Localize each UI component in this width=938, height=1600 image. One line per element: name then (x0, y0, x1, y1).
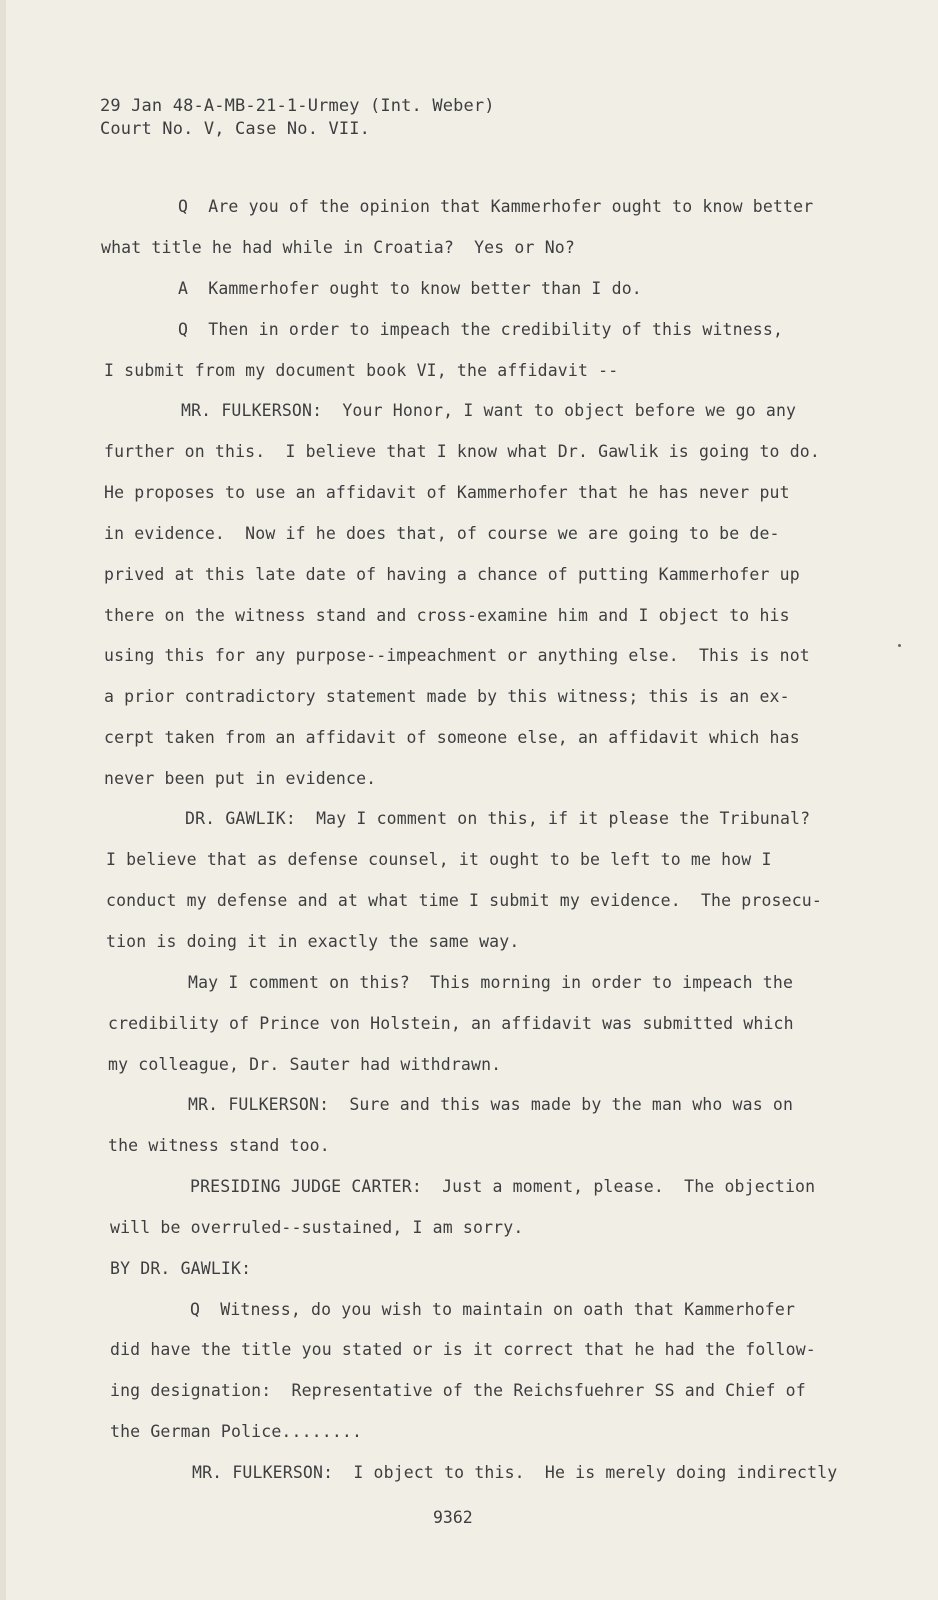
transcript-line: a prior contradictory statement made by this witness; this is an ex- (104, 687, 790, 706)
page-number: 9362 (433, 1508, 473, 1527)
transcript-line: credibility of Prince von Holstein, an affidavit was submitted which (108, 1014, 794, 1033)
transcript-line: DR. GAWLIK: May I comment on this, if it please the Tribunal? (185, 809, 811, 828)
transcript-line: further on this. I believe that I know what Dr. Gawlik is going to do. (104, 442, 820, 461)
transcript-line: ing designation: Representative of the Reichsfuehrer SS and Chief of (110, 1381, 806, 1400)
header-line-2: Court No. V, Case No. VII. (100, 119, 371, 139)
transcript-line: He proposes to use an affidavit of Kammerhofer that he has never put (104, 483, 790, 502)
transcript-line: there on the witness stand and cross-examine him and I object to his (104, 606, 790, 625)
page-edge (0, 0, 6, 1600)
transcript-line: May I comment on this? This morning in order to impeach the (188, 973, 794, 992)
transcript-line: never been put in evidence. (104, 769, 377, 788)
transcript-line: will be overruled--sustained, I am sorry. (110, 1218, 524, 1237)
transcript-line: BY DR. GAWLIK: (110, 1259, 252, 1278)
transcript-line: MR. FULKERSON: Sure and this was made by the man who was on (188, 1095, 794, 1114)
transcript-line: using this for any purpose--impeachment or anything else. This is not (104, 646, 810, 665)
transcript-line: the witness stand too. (108, 1136, 330, 1155)
transcript-line: did have the title you stated or is it correct that he had the follow- (110, 1340, 816, 1359)
transcript-line: Q Are you of the opinion that Kammerhofer ought to know better (178, 197, 814, 216)
transcript-line: I believe that as defense counsel, it ought to be left to me how I (106, 850, 772, 869)
transcript-line: Q Witness, do you wish to maintain on oath that Kammerhofer (190, 1300, 796, 1319)
transcript-line: I submit from my document book VI, the affidavit -- (104, 361, 619, 380)
transcript-line: the German Police........ (110, 1422, 363, 1441)
transcript-line: cerpt taken from an affidavit of someone else, an affidavit which has (104, 728, 800, 747)
transcript-line: what title he had while in Croatia? Yes or No? (101, 238, 575, 257)
transcript-line: in evidence. Now if he does that, of course we are going to be de- (104, 524, 780, 543)
paper-speck (898, 644, 901, 647)
transcript-line: prived at this late date of having a chance of putting Kammerhofer up (104, 565, 800, 584)
transcript-line: PRESIDING JUDGE CARTER: Just a moment, please. The objection (190, 1177, 816, 1196)
transcript-line: conduct my defense and at what time I submit my evidence. The prosecu- (106, 891, 822, 910)
transcript-line: MR. FULKERSON: I object to this. He is merely doing indirectly (192, 1463, 838, 1482)
transcript-line: my colleague, Dr. Sauter had withdrawn. (108, 1055, 502, 1074)
transcript-line: tion is doing it in exactly the same way. (106, 932, 520, 951)
transcript-line: MR. FULKERSON: Your Honor, I want to object before we go any (181, 401, 797, 420)
transcript-line: A Kammerhofer ought to know better than I do. (178, 279, 642, 298)
header-line-1: 29 Jan 48-A-MB-21-1-Urmey (Int. Weber) (100, 96, 495, 116)
transcript-line: Q Then in order to impeach the credibility of this witness, (178, 320, 784, 339)
